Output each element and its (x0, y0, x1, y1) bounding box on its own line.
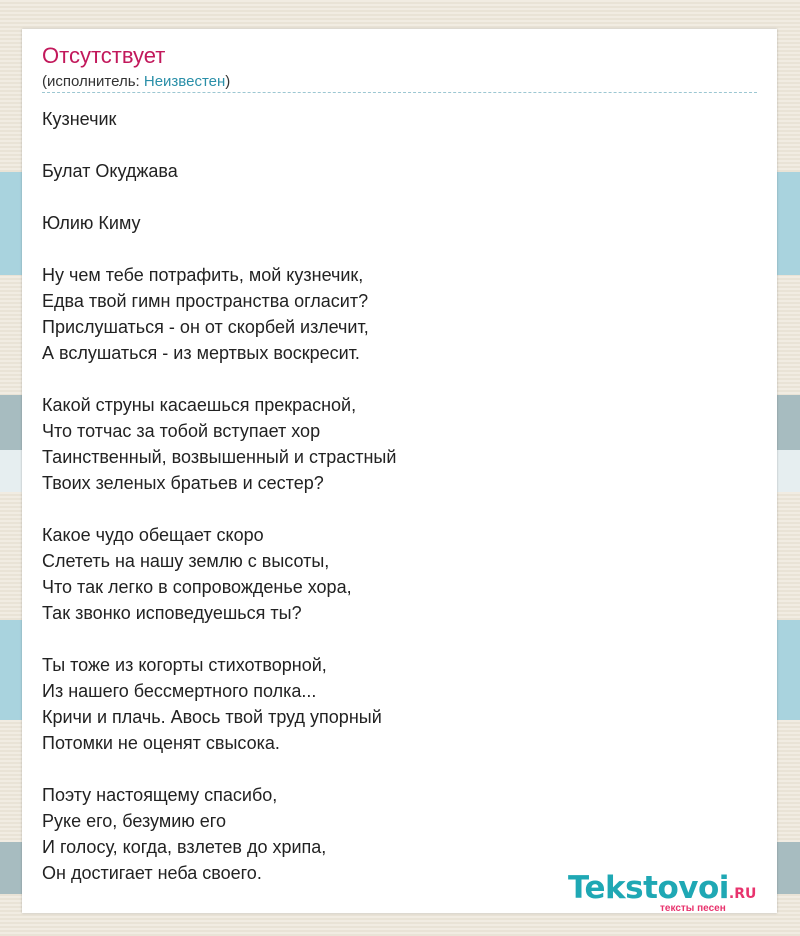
lyric-line: Потомки не оценят свысока. (42, 733, 280, 753)
logo-suffix: .RU (728, 886, 757, 902)
lyric-line: Что тотчас за тобой вступает хор (42, 421, 321, 441)
lyric-line: Руке его, безумию его (42, 811, 226, 831)
lyric-line: Так звонко исповедуешься ты? (42, 603, 302, 623)
song-title: Отсутствует (42, 43, 166, 68)
header-divider (42, 92, 757, 93)
lyric-line: Слететь на нашу землю с высоты, (42, 551, 330, 571)
lyric-line: Юлию Киму (42, 213, 141, 233)
lyrics-text (42, 106, 757, 886)
lyric-line: Ты тоже из когорты стихотворной, (42, 655, 327, 675)
lyric-line (42, 132, 757, 158)
lyric-line: Поэту настоящему спасибо, (42, 785, 278, 805)
lyric-line: Твоих зеленых братьев и сестер? (42, 473, 324, 493)
lyric-line: Из нашего бессмертного полка... (42, 681, 317, 701)
lyric-line: Кричи и плачь. Авось твой труд упорный (42, 707, 382, 727)
lyric-line: Прислушаться - он от скорбей излечит, (42, 317, 369, 337)
artist-link[interactable]: Неизвестен (143, 73, 226, 90)
lyric-line (42, 496, 757, 522)
lyric-line (42, 366, 757, 392)
lyric-line: Таинственный, возвышенный и страстный (42, 447, 397, 467)
lyric-line: Что так легко в сопровожденье хора, (42, 577, 352, 597)
lyric-line: Какое чудо обещает скоро (42, 525, 264, 545)
lyric-line (42, 184, 757, 210)
lyric-line: Он достигает неба своего. (42, 863, 262, 883)
site-logo[interactable] (568, 870, 756, 906)
artist-line (42, 73, 230, 90)
lyric-line: Какой струны касаешься прекрасной, (42, 395, 357, 415)
logo-tagline: тексты песен (660, 903, 726, 914)
logo-name: Tekstovoi (568, 870, 729, 906)
artist-prefix: (исполнитель: (42, 73, 144, 90)
lyric-line (42, 756, 757, 782)
lyric-line: Едва твой гимн пространства огласит? (42, 291, 369, 311)
lyric-line: И голосу, когда, взлетев до хрипа, (42, 837, 327, 857)
artist-suffix: ) (225, 73, 231, 90)
lyric-line: Кузнечик (42, 109, 117, 129)
lyric-line (42, 626, 757, 652)
lyric-line: Ну чем тебе потрафить, мой кузнечик, (42, 265, 364, 285)
lyric-line: А вслушаться - из мертвых воскресит. (42, 343, 360, 363)
lyrics-card (22, 29, 777, 913)
lyric-line: Булат Окуджава (42, 161, 178, 181)
lyric-line (42, 236, 757, 262)
